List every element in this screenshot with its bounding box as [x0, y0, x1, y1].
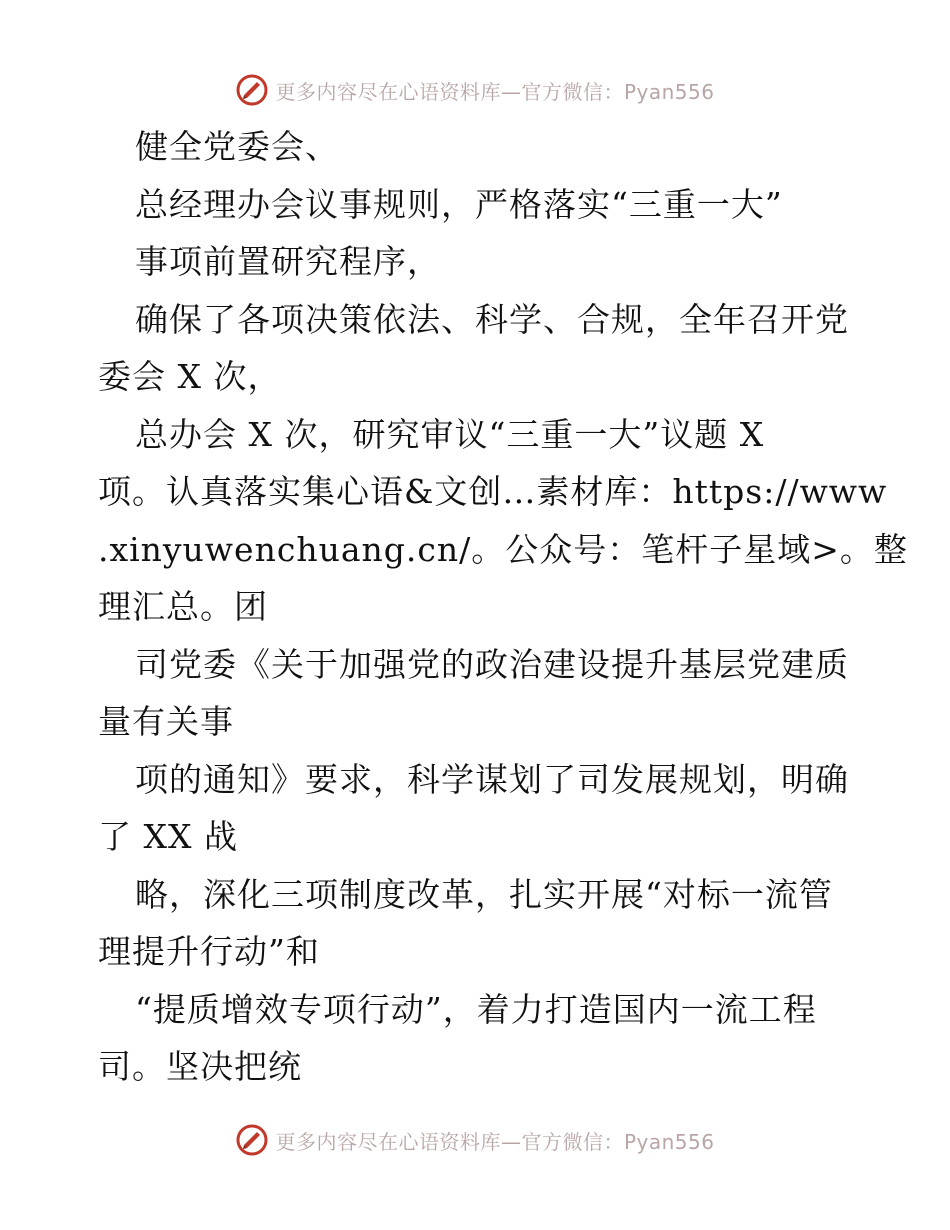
paragraph-line: 略，深化三项制度改革，扎实开展“对标一流管 [135, 874, 833, 914]
paragraph-line: 理提升行动”和 [98, 932, 320, 971]
paragraph-line: .xinyuwenchuang.cn/。公众号：笔杆子星域>。整 [98, 529, 908, 569]
paragraph-line: 量有关事 [98, 702, 234, 741]
header-banner [0, 70, 950, 110]
pen-book-icon [235, 73, 269, 107]
paragraph-line: 理汇总。团 [98, 587, 268, 626]
paragraph-line: 总经理办会议事规则，严格落实“三重一大” [135, 184, 783, 224]
paragraph-line: 项的通知》要求，科学谋划了司发展规划，明确 [135, 759, 849, 799]
paragraph-line: 司。坚决把统 [98, 1047, 302, 1086]
paragraph-line: “提质增效专项行动”，着力打造国内一流工程 [135, 989, 817, 1029]
document-body [98, 118, 908, 1096]
pen-book-icon [235, 1123, 269, 1157]
footer-banner-text: 更多内容尽在心语资料库—官方微信：Pyan556 [275, 1129, 715, 1154]
paragraph-line: 司党委《关于加强党的政治建设提升基层党建质 [135, 644, 849, 684]
paragraph-line: 健全党委会、 [135, 127, 339, 166]
paragraph-line: 总办会 X 次，研究审议“三重一大”议题 X [135, 414, 765, 454]
header-banner-text: 更多内容尽在心语资料库—官方微信：Pyan556 [275, 79, 715, 104]
paragraph-line: 了 XX 战 [98, 817, 238, 856]
paragraph-line: 项。认真落实集心语&文创…素材库：https://www [98, 472, 888, 511]
paragraph-line: 事项前置研究程序， [135, 242, 441, 281]
paragraph-line: 确保了各项决策依法、科学、合规，全年召开党 [135, 299, 849, 339]
footer-banner [0, 1120, 950, 1160]
paragraph-line: 委会 X 次， [98, 357, 282, 396]
